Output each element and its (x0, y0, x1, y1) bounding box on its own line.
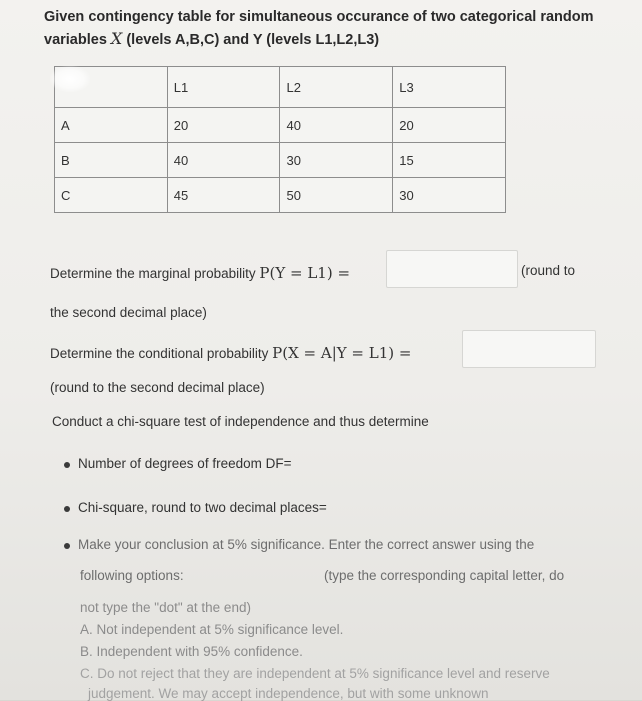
conditional-probability-input[interactable] (462, 330, 596, 368)
table-cell: 15 (393, 143, 506, 178)
row-label: C (55, 178, 168, 213)
conclusion-label: Make your conclusion at 5% significance. Enter the correct answer using the (78, 537, 535, 552)
option-c: C. Do not reject that they are independent at 5% significance level and reserve (80, 666, 550, 681)
q1-suffix: (round to (521, 263, 576, 278)
table-cell: 20 (393, 108, 506, 143)
table-header-row (55, 67, 506, 108)
q1-line (50, 264, 350, 282)
title-var-x: X (110, 29, 123, 48)
option-a: A. Not independent at 5% significance level. (80, 622, 344, 637)
chi-square-input[interactable] (345, 493, 467, 523)
table-cell: 40 (280, 108, 393, 143)
table-cell: 20 (167, 108, 280, 143)
q3-text: Conduct a chi-square test of independence and thus determine (52, 414, 429, 429)
q1-text: Determine the marginal probability (50, 266, 256, 281)
bullet-dot (64, 506, 70, 512)
table-header-cell: L2 (280, 67, 393, 108)
df-label: Number of degrees of freedom DF= (78, 456, 292, 471)
table-row (55, 143, 506, 178)
row-label: B (55, 143, 168, 178)
table-cell: 50 (280, 178, 393, 213)
option-c-continuation: judgement. We may accept independence, but with some unknown (88, 686, 489, 701)
q1-continuation: the second decimal place) (50, 305, 207, 320)
table-cell: 30 (280, 143, 393, 178)
option-b: B. Independent with 95% confidence. (80, 644, 303, 659)
title-line-1: Given contingency table for simultaneous occurance of two categorical random (44, 9, 594, 25)
table-header-cell: L3 (393, 67, 506, 108)
chi-square-label: Chi-square, round to two decimal places= (78, 500, 327, 515)
table-header-cell (55, 67, 168, 108)
table-row (55, 178, 506, 213)
table-cell: 45 (167, 178, 280, 213)
conclusion-line-2b: (type the corresponding capital letter, do (324, 568, 565, 583)
q2-text: Determine the conditional probability (50, 346, 269, 361)
marginal-probability-input[interactable] (386, 250, 518, 288)
conclusion-line-2a: following options: (80, 568, 184, 583)
question-title (44, 6, 604, 51)
q2-line (50, 344, 411, 362)
row-label: A (55, 108, 168, 143)
q2-formula: P(X = A|Y = L1) = (272, 344, 412, 362)
q2-continuation: (round to the second decimal place) (50, 380, 265, 395)
table-cell: 30 (393, 178, 506, 213)
q1-formula: P(Y = L1) = (259, 264, 351, 282)
conclusion-input[interactable] (200, 562, 318, 590)
bullet-dot (64, 462, 70, 468)
title-line-2a: variables (44, 32, 111, 48)
bullet-dot (64, 543, 70, 549)
contingency-table (54, 66, 506, 213)
title-line-2b: (levels A,B,C) and Y (levels L1,L2,L3) (122, 32, 380, 48)
table-cell: 40 (167, 143, 280, 178)
conclusion-line-3: not type the "dot" at the end) (80, 600, 251, 615)
table-header-cell: L1 (167, 67, 280, 108)
df-input[interactable] (282, 448, 404, 478)
table-row (55, 108, 506, 143)
